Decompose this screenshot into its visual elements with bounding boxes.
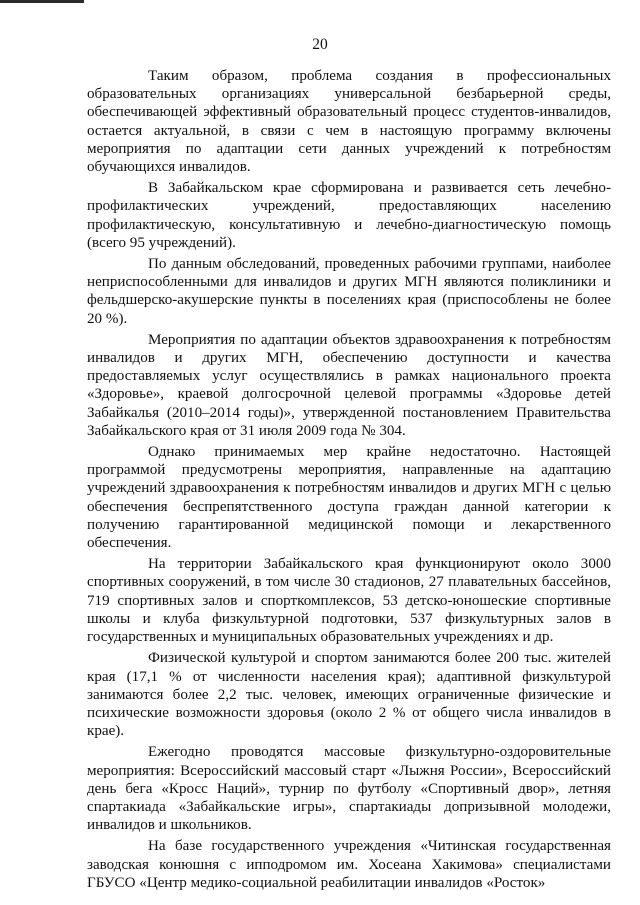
paragraph: Физической культурой и спортом занимаются более 200 тыс. жителей края (17,1 % от численности населения края); адаптивной физкультурой занимаются более 2,2 тыс. человек, имеющих ограниченные физические и психические возможности здоровья (около 2 % от общего числа инвалидов в крае). bbox=[87, 650, 611, 740]
paragraph: Однако принимаемых мер крайне недостаточно. Настоящей программой предусмотрены мероприятия, направленные на адаптацию учреждений здравоохранения к потребностям инвалидов и других МГН с целью обеспечения беспрепятственного доступа граждан данной категории к получению гарантированной медицинской помощи и лекарственного обеспечения. bbox=[87, 444, 611, 552]
paragraph: Ежегодно проводятся массовые физкультурно-оздоровительные мероприятия: Всероссийский массовый старт «Лыжня России», Всероссийский день бега «Кросс Наций», турнир по футболу «Спортивный двор», летняя спартакиада «Забайкальские игры», спартакиады допризывной молодежи, инвалидов и школьников. bbox=[87, 744, 611, 834]
paragraph: Мероприятия по адаптации объектов здравоохранения к потребностям инвалидов и других МГН, обеспечению доступности и качества предоставляемых услуг осуществлялись в рамках национального проекта «Здоровье», краевой долгосрочной целевой программы «Здоровье детей Забайкалья (2010–2014 годы)», утвержденной постановлением Правительства Забайкальского края от 31 июля 2009 года № 304. bbox=[87, 331, 611, 439]
paragraph: На базе государственного учреждения «Читинская государственная заводская конюшня с ипподромом им. Хосеана Хакимова» специалистами ГБУСО «Центр медико-социальной реабилитации инвалидов «Росток» bbox=[87, 838, 611, 891]
paragraph: На территории Забайкальского края функционируют около 3000 спортивных сооружений, в том числе 30 стадионов, 27 плавательных бассейнов, 719 спортивных залов и спорткомплексов, 53 детско-юношеские спортивные школы и клуба физкультурной подготовки, 537 физкультурных залов в государственных и муниципальных образовательных учреждениях и др. bbox=[87, 556, 611, 646]
document-body bbox=[87, 67, 611, 895]
top-scan-line bbox=[0, 0, 84, 3]
paragraph: В Забайкальском крае сформирована и развивается сеть лечебно-профилактических учреждений, предоставляющих населению профилактическую, консультативную и лечебно-диагностическую помощь (всего 95 учреждений). bbox=[87, 180, 611, 251]
page-number: 20 bbox=[312, 36, 328, 53]
paragraph: Таким образом, проблема создания в профессиональных образовательных организациях универсальной безбарьерной среды, обеспечивающей эффективный образовательный процесс студентов-инвалидов, остается актуальной, в связи с чем в настоящую программу включены мероприятия по адаптации сети данных учреждений к потребностям обучающихся инвалидов. bbox=[87, 68, 611, 176]
paragraph: По данным обследований, проведенных рабочими группами, наиболее неприспособленными для инвалидов и других МГН являются поликлиники и фельдшерско-акушерские пункты в поселениях края (приспособлены не более 20 %). bbox=[87, 256, 611, 327]
